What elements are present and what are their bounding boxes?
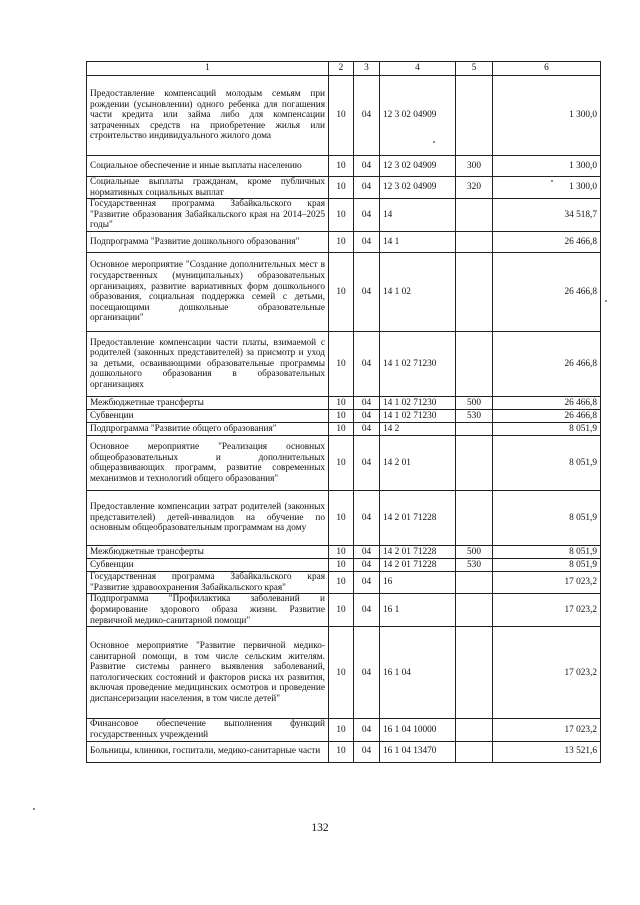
row-subsection-cell: 04 (354, 719, 380, 741)
scan-speck (33, 808, 35, 810)
row-subsection-cell: 04 (354, 332, 380, 397)
row-expense-type-cell: 320 (456, 177, 493, 199)
row-section-cell: 10 (329, 719, 354, 741)
row-amount-cell: 8 051,9 (493, 546, 601, 559)
table-row (87, 491, 601, 546)
row-name-cell: Социальные выплаты гражданам, кроме публичных нормативных социальных выплат (87, 177, 329, 199)
row-target-article-cell: 14 2 01 71228 (380, 491, 456, 546)
row-target-article-cell: 14 2 01 71228 (380, 559, 456, 572)
row-amount-cell: 17 023,2 (493, 719, 601, 741)
table-row (87, 423, 601, 436)
header-cell-1: 1 (87, 62, 329, 76)
row-target-article-cell: 16 1 (380, 594, 456, 627)
row-section-cell: 10 (329, 199, 354, 232)
budget-table (86, 61, 601, 763)
table-row (87, 332, 601, 397)
row-expense-type-cell (456, 594, 493, 627)
row-section-cell: 10 (329, 177, 354, 199)
scan-speck (605, 300, 607, 302)
row-subsection-cell: 04 (354, 594, 380, 627)
row-amount-cell: 17 023,2 (493, 594, 601, 627)
row-amount-cell: 1 300,0 (493, 156, 601, 177)
row-subsection-cell: 04 (354, 253, 380, 332)
row-name-cell: Субвенции (87, 559, 329, 572)
row-subsection-cell: 04 (354, 397, 380, 410)
row-expense-type-cell: 530 (456, 410, 493, 423)
header-cell-2: 2 (329, 62, 354, 76)
row-amount-cell: 17 023,2 (493, 572, 601, 594)
budget-table-body (87, 62, 601, 763)
row-expense-type-cell (456, 199, 493, 232)
row-subsection-cell: 04 (354, 741, 380, 762)
row-section-cell: 10 (329, 332, 354, 397)
row-target-article-cell: 16 1 04 (380, 627, 456, 719)
row-amount-cell: 8 051,9 (493, 559, 601, 572)
row-expense-type-cell: 530 (456, 559, 493, 572)
row-expense-type-cell (456, 232, 493, 253)
row-target-article-cell: 14 2 (380, 423, 456, 436)
row-expense-type-cell (456, 76, 493, 156)
row-expense-type-cell (456, 741, 493, 762)
row-expense-type-cell: 500 (456, 397, 493, 410)
row-amount-cell: 1 300,0 (493, 177, 601, 199)
row-subsection-cell: 04 (354, 546, 380, 559)
row-amount-cell: 13 521,6 (493, 741, 601, 762)
table-row (87, 719, 601, 741)
table-row (87, 572, 601, 594)
row-amount-cell: 17 023,2 (493, 627, 601, 719)
row-section-cell: 10 (329, 410, 354, 423)
row-amount-cell: 1 300,0 (493, 76, 601, 156)
row-target-article-cell: 14 1 02 71230 (380, 397, 456, 410)
row-amount-cell: 26 466,8 (493, 332, 601, 397)
scan-speck (433, 141, 435, 143)
row-subsection-cell: 04 (354, 232, 380, 253)
row-section-cell: 10 (329, 397, 354, 410)
row-target-article-cell: 14 2 01 (380, 436, 456, 491)
row-target-article-cell: 14 1 02 71230 (380, 410, 456, 423)
table-row (87, 397, 601, 410)
row-name-cell: Больницы, клиники, госпитали, медико-санитарные части (87, 741, 329, 762)
row-subsection-cell: 04 (354, 177, 380, 199)
row-name-cell: Основное мероприятие "Реализация основных общеобразовательных и дополнительных общеразвивающих программ, развитие современных механизмов и технологий общего образования" (87, 436, 329, 491)
row-section-cell: 10 (329, 423, 354, 436)
row-target-article-cell: 14 1 02 71230 (380, 332, 456, 397)
row-section-cell: 10 (329, 491, 354, 546)
row-subsection-cell: 04 (354, 156, 380, 177)
row-subsection-cell: 04 (354, 572, 380, 594)
table-row (87, 627, 601, 719)
row-target-article-cell: 16 1 04 10000 (380, 719, 456, 741)
table-row (87, 253, 601, 332)
row-section-cell: 10 (329, 546, 354, 559)
row-name-cell: Межбюджетные трансферты (87, 546, 329, 559)
row-expense-type-cell (456, 491, 493, 546)
table-row (87, 559, 601, 572)
row-section-cell: 10 (329, 627, 354, 719)
row-target-article-cell: 12 3 02 04909 (380, 76, 456, 156)
row-target-article-cell: 12 3 02 04909 (380, 177, 456, 199)
row-target-article-cell: 12 3 02 04909 (380, 156, 456, 177)
row-name-cell: Подпрограмма "Развитие дошкольного образования" (87, 232, 329, 253)
row-expense-type-cell (456, 719, 493, 741)
table-row (87, 156, 601, 177)
row-expense-type-cell (456, 627, 493, 719)
table-row (87, 232, 601, 253)
row-name-cell: Финансовое обеспечение выполнения функций государственных учреждений (87, 719, 329, 741)
table-row (87, 594, 601, 627)
row-expense-type-cell (456, 332, 493, 397)
row-subsection-cell: 04 (354, 436, 380, 491)
table-row (87, 410, 601, 423)
row-name-cell: Межбюджетные трансферты (87, 397, 329, 410)
row-section-cell: 10 (329, 253, 354, 332)
row-subsection-cell: 04 (354, 423, 380, 436)
row-name-cell: Государственная программа Забайкальского края "Развитие образования Забайкальского края на 2014–2025 годы" (87, 199, 329, 232)
table-row (87, 436, 601, 491)
row-amount-cell: 34 518,7 (493, 199, 601, 232)
row-expense-type-cell (456, 572, 493, 594)
row-amount-cell: 26 466,8 (493, 232, 601, 253)
row-amount-cell: 26 466,8 (493, 410, 601, 423)
row-target-article-cell: 16 (380, 572, 456, 594)
row-name-cell: Социальное обеспечение и иные выплаты населению (87, 156, 329, 177)
header-cell-5: 5 (456, 62, 493, 76)
row-name-cell: Подпрограмма "Профилактика заболеваний и формирование здорового образа жизни. Развитие первичной медико-санитарной помощи" (87, 594, 329, 627)
row-subsection-cell: 04 (354, 627, 380, 719)
row-section-cell: 10 (329, 232, 354, 253)
row-name-cell: Предоставление компенсации части платы, взимаемой с родителей (законных представителей) за присмотр и уход за детьми, осваивающими образовательные программы дошкольного образования в образовательных организациях (87, 332, 329, 397)
row-target-article-cell: 14 2 01 71228 (380, 546, 456, 559)
header-cell-3: 3 (354, 62, 380, 76)
row-section-cell: 10 (329, 559, 354, 572)
row-subsection-cell: 04 (354, 76, 380, 156)
row-section-cell: 10 (329, 741, 354, 762)
row-name-cell: Предоставление компенсаций молодым семьям при рождении (усыновлении) одного ребенка для погашения части кредита или займа либо для компенсации затраченных средств на приобретение жилья или строительство индивидуального жилого дома (87, 76, 329, 156)
row-subsection-cell: 04 (354, 559, 380, 572)
header-cell-4: 4 (380, 62, 456, 76)
row-name-cell: Подпрограмма "Развитие общего образования" (87, 423, 329, 436)
scan-speck (551, 180, 553, 182)
table-row (87, 741, 601, 762)
row-section-cell: 10 (329, 436, 354, 491)
row-amount-cell: 26 466,8 (493, 253, 601, 332)
row-expense-type-cell: 300 (456, 156, 493, 177)
row-section-cell: 10 (329, 594, 354, 627)
row-target-article-cell: 16 1 04 13470 (380, 741, 456, 762)
row-section-cell: 10 (329, 572, 354, 594)
row-amount-cell: 8 051,9 (493, 423, 601, 436)
row-section-cell: 10 (329, 76, 354, 156)
row-name-cell: Основное мероприятие "Создание дополнительных мест в государственных (муниципальных) образовательных организациях, развитие вариативных форм дошкольного образования, социальная поддержка семей с детьми, посещающими дошкольные образовательные организации" (87, 253, 329, 332)
table-row (87, 177, 601, 199)
row-amount-cell: 26 466,8 (493, 397, 601, 410)
row-name-cell: Предоставление компенсации затрат родителей (законных представителей) детей-инвалидов на обучение по основным общеобразовательным программам на дому (87, 491, 329, 546)
row-expense-type-cell (456, 436, 493, 491)
row-name-cell: Государственная программа Забайкальского края "Развитие здравоохранения Забайкальского края" (87, 572, 329, 594)
table-header-row (87, 62, 601, 76)
row-target-article-cell: 14 1 (380, 232, 456, 253)
row-expense-type-cell: 500 (456, 546, 493, 559)
row-target-article-cell: 14 (380, 199, 456, 232)
row-subsection-cell: 04 (354, 410, 380, 423)
row-target-article-cell: 14 1 02 (380, 253, 456, 332)
row-name-cell: Субвенции (87, 410, 329, 423)
row-subsection-cell: 04 (354, 491, 380, 546)
row-name-cell: Основное мероприятие "Развитие первичной медико-санитарной помощи, в том числе сельским жителям. Развитие системы раннего выявления заболеваний, патологических состояний и факторов риска их развития, включая проведение медицинских осмотров и проведение диспансеризации населения, в том числе детей" (87, 627, 329, 719)
row-expense-type-cell (456, 423, 493, 436)
header-cell-6: 6 (493, 62, 601, 76)
row-section-cell: 10 (329, 156, 354, 177)
row-subsection-cell: 04 (354, 199, 380, 232)
table-row (87, 546, 601, 559)
row-amount-cell: 8 051,9 (493, 491, 601, 546)
table-row (87, 76, 601, 156)
row-amount-cell: 8 051,9 (493, 436, 601, 491)
table-row (87, 199, 601, 232)
row-expense-type-cell (456, 253, 493, 332)
page-number: 132 (311, 822, 329, 834)
budget-table-container (86, 61, 600, 763)
